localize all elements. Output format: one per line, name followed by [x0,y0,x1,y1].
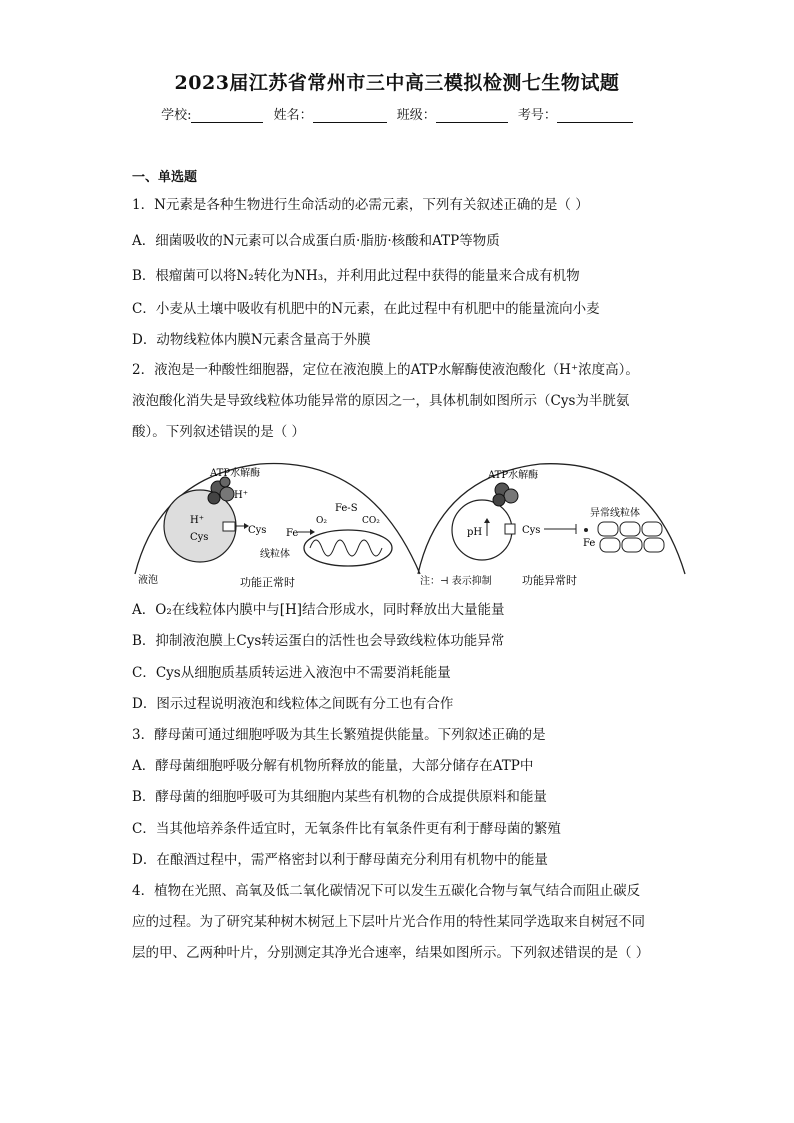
left-cys-out: Cys [248,525,267,536]
right-note: 注：⊣ 表示抑制 [420,576,492,587]
q3-stem: 3．酵母菌可通过细胞呼吸为其生长繁殖提供能量。下列叙述正确的是 [132,727,546,743]
right-fe-label: Fe [583,538,596,549]
q4-stem-line-3: 层的甲、乙两种叶片，分别测定其净光合速率，结果如图所示。下列叙述错误的是（ ） [132,945,650,961]
q3-option-c: C．当其他培养条件适宜时，无氧条件比有氧条件更有利于酵母菌的繁殖 [132,821,561,837]
right-ph-label: pH [467,527,483,538]
vacuole-mitochondria-figure [130,456,690,592]
left-fes-label: Fe-S [335,503,358,514]
q2-option-b: B．抑制液泡膜上Cys转运蛋白的活性也会导致线粒体功能异常 [132,633,505,649]
left-cys-in: Cys [190,532,209,543]
q1-option-c: C．小麦从土壤中吸收有机肥中的N元素，在此过程中有机肥中的能量流向小麦 [132,301,600,317]
school-field[interactable]: 学校: [161,104,263,123]
q4-stem-line-1: 4．植物在光照、高氧及低二氧化碳情况下可以发生五碳化合物与氧气结合而阻止碳反 [132,883,641,899]
q1-option-a: A．细菌吸收的N元素可以合成蛋白质·脂肪·核酸和ATP等物质 [132,233,500,249]
exam-number-field[interactable]: 考号： [518,104,633,123]
left-caption: 功能正常时 [240,576,295,589]
q2-stem-line-2: 液泡酸化消失是导致线粒体功能异常的原因之一，具体机制如图所示（Cys为半胱氨 [132,393,630,409]
abnormal-mitochondria-icon [598,522,664,552]
right-abnormal-label: 异常线粒体 [590,508,640,519]
q3-option-d: D．在酿酒过程中，需严格密封以利于酵母菌充分利用有机物中的能量 [132,852,548,868]
right-enzyme-label: ATP水解酶 [488,470,539,481]
right-caption: 功能异常时 [522,574,577,587]
q2-option-d: D．图示过程说明液泡和线粒体之间既有分工也有合作 [132,696,454,712]
page-title: 2023届江苏省常州市三中高三模拟检测七生物试题 [174,72,620,94]
left-co2-label: CO₂ [362,516,380,526]
mitochondrion-icon [304,530,392,566]
section-title: 一、单选题 [132,170,198,185]
q4-stem-line-2: 应的过程。为了研究某种树木树冠上下层叶片光合作用的特性某同学选取来自树冠不同 [132,914,645,930]
q1-option-b: B．根瘤菌可以将N₂转化为NH₃，并利用此过程中获得的能量来合成有机物 [132,268,580,284]
right-cys-label: Cys [522,525,541,536]
q2-option-c: C．Cys从细胞质基质转运进入液泡中不需要消耗能量 [132,665,451,681]
q1-option-d: D．动物线粒体内膜N元素含量高于外膜 [132,332,371,348]
class-field[interactable]: 班级： [397,104,508,123]
student-info-row [0,104,794,123]
left-enzyme-label: ATP水解酶 [210,468,261,479]
q1-stem: 1．N元素是各种生物进行生命活动的必需元素，下列有关叙述正确的是（ ） [132,197,589,213]
left-hplus-out: H⁺ [234,490,248,501]
left-vacuole-label: 液泡 [138,575,158,586]
q3-option-a: A．酵母菌细胞呼吸分解有机物所释放的能量，大部分储存在ATP中 [132,758,534,774]
q2-stem-line-1: 2．液泡是一种酸性细胞器，定位在液泡膜上的ATP水解酶使液泡酸化（H⁺浓度高）。 [132,362,639,378]
left-o2-label: O₂ [316,516,327,526]
left-fe-label: Fe [286,528,299,539]
name-field[interactable]: 姓名： [274,104,387,123]
q2-option-a: A．O₂在线粒体内膜中与[H]结合形成水，同时释放出大量能量 [132,602,505,618]
q2-stem-line-3: 酸）。下列叙述错误的是（ ） [132,424,306,440]
left-mito-label: 线粒体 [260,549,290,560]
left-hplus-in: H⁺ [190,515,204,526]
q3-option-b: B．酵母菌的细胞呼吸可为其细胞内某些有机物的合成提供原料和能量 [132,789,547,805]
atp-hydrolase-icon-right [493,483,518,506]
